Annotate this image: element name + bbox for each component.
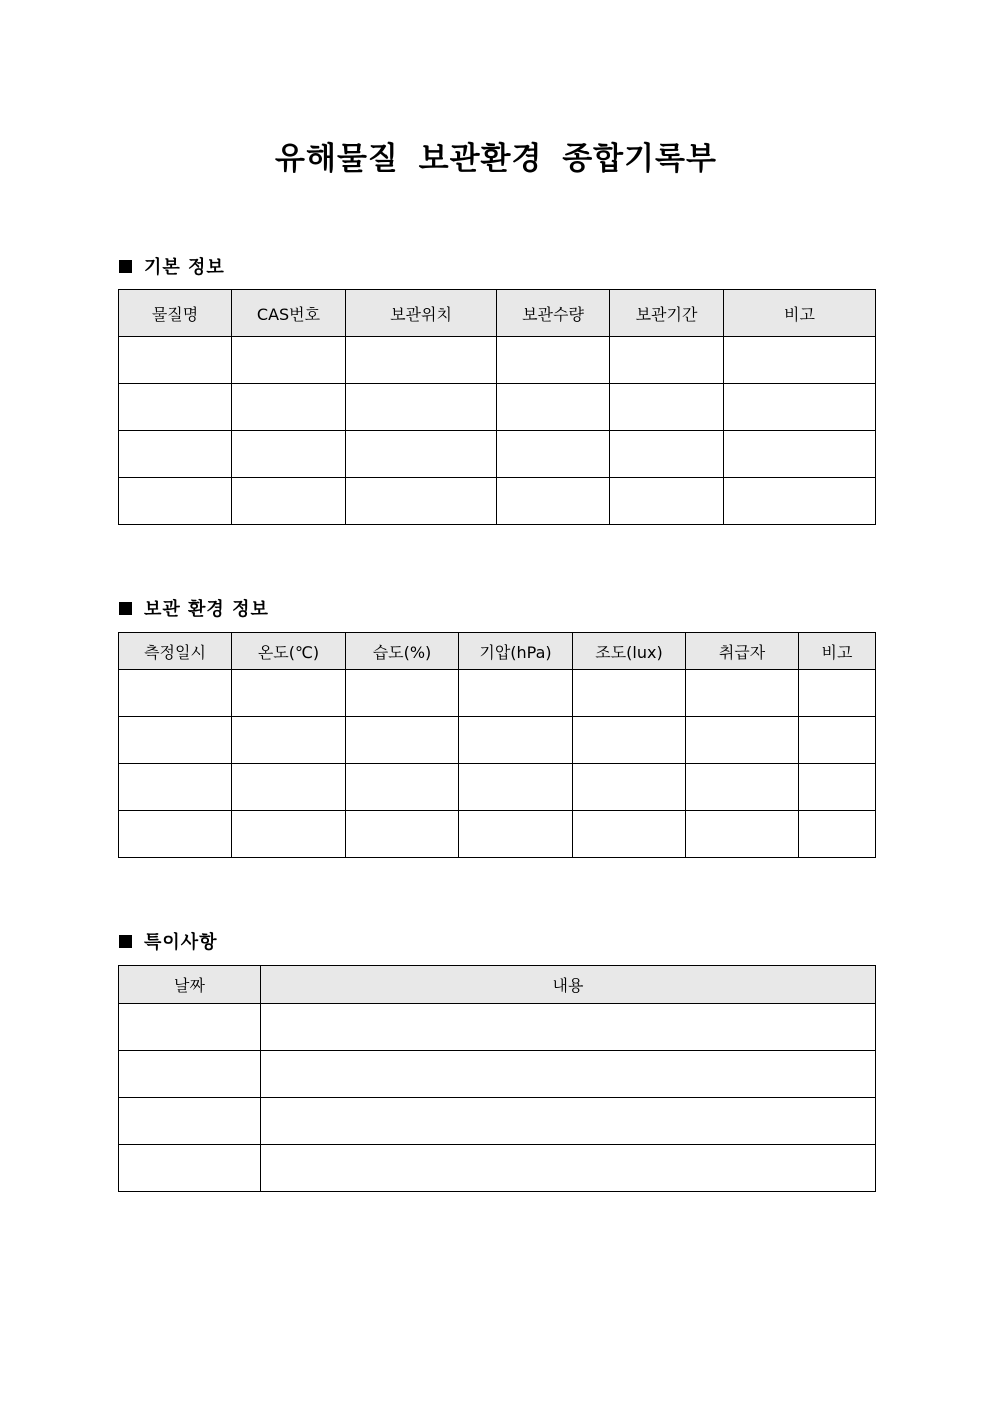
table-cell[interactable] <box>232 811 346 858</box>
column-header: 보관기간 <box>610 290 724 337</box>
table-cell[interactable] <box>261 1051 876 1098</box>
column-header: 기압(hPa) <box>459 633 573 670</box>
table-cell[interactable] <box>261 1145 876 1192</box>
table-row <box>119 1004 876 1051</box>
table-cell[interactable] <box>573 670 686 717</box>
column-header: 비고 <box>724 290 876 337</box>
table-cell[interactable] <box>497 478 610 525</box>
section-heading-basic-label: 기본 정보 <box>144 257 225 278</box>
table-cell[interactable] <box>573 811 686 858</box>
column-header: 취급자 <box>686 633 799 670</box>
table-cell[interactable] <box>261 1098 876 1145</box>
table-header-row <box>119 966 876 1004</box>
table-cell[interactable] <box>119 764 232 811</box>
section-heading-basic <box>119 253 225 279</box>
table-cell[interactable] <box>119 1004 261 1051</box>
table-cell[interactable] <box>686 811 799 858</box>
table-cell[interactable] <box>610 431 724 478</box>
table-cell[interactable] <box>497 431 610 478</box>
page-title: 유해물질 보관환경 종합기록부 <box>275 141 717 177</box>
table-cell[interactable] <box>346 478 497 525</box>
table-cell[interactable] <box>119 811 232 858</box>
column-header: CAS번호 <box>232 290 346 337</box>
table-cell[interactable] <box>724 337 876 384</box>
column-header: 측정일시 <box>119 633 232 670</box>
table-cell[interactable] <box>346 764 459 811</box>
table-cell[interactable] <box>610 384 724 431</box>
column-header: 습도(%) <box>346 633 459 670</box>
section-heading-environment-label: 보관 환경 정보 <box>144 599 269 620</box>
table-cell[interactable] <box>261 1004 876 1051</box>
table-row <box>119 431 876 478</box>
table-cell[interactable] <box>119 431 232 478</box>
table-cell[interactable] <box>119 717 232 764</box>
table-cell[interactable] <box>119 478 232 525</box>
table-cell[interactable] <box>799 717 876 764</box>
column-header: 내용 <box>261 966 876 1004</box>
table-row <box>119 811 876 858</box>
table-cell[interactable] <box>119 337 232 384</box>
section-heading-notes <box>119 928 218 954</box>
square-bullet-icon <box>119 260 132 273</box>
environment-info-table <box>118 632 876 858</box>
table-cell[interactable] <box>459 670 573 717</box>
square-bullet-icon <box>119 935 132 948</box>
table-cell[interactable] <box>119 1145 261 1192</box>
table-cell[interactable] <box>610 478 724 525</box>
table-row <box>119 384 876 431</box>
table-cell[interactable] <box>346 337 497 384</box>
table-cell[interactable] <box>724 384 876 431</box>
notes-table <box>118 965 876 1192</box>
table-cell[interactable] <box>799 670 876 717</box>
table-cell[interactable] <box>232 764 346 811</box>
column-header: 온도(℃) <box>232 633 346 670</box>
table-row <box>119 1051 876 1098</box>
table-cell[interactable] <box>119 1051 261 1098</box>
table-row <box>119 670 876 717</box>
column-header: 조도(lux) <box>573 633 686 670</box>
basic-info-table <box>118 289 876 525</box>
table-cell[interactable] <box>686 764 799 811</box>
table-cell[interactable] <box>346 431 497 478</box>
table-row <box>119 337 876 384</box>
table-row <box>119 478 876 525</box>
table-cell[interactable] <box>573 764 686 811</box>
table-cell[interactable] <box>573 717 686 764</box>
table-cell[interactable] <box>232 717 346 764</box>
column-header: 날짜 <box>119 966 261 1004</box>
table-row <box>119 764 876 811</box>
table-cell[interactable] <box>346 384 497 431</box>
table-header-row <box>119 290 876 337</box>
column-header: 물질명 <box>119 290 232 337</box>
square-bullet-icon <box>119 602 132 615</box>
table-cell[interactable] <box>119 384 232 431</box>
table-cell[interactable] <box>459 764 573 811</box>
table-cell[interactable] <box>232 670 346 717</box>
column-header: 비고 <box>799 633 876 670</box>
table-cell[interactable] <box>459 717 573 764</box>
table-cell[interactable] <box>119 670 232 717</box>
table-cell[interactable] <box>497 337 610 384</box>
table-row <box>119 1145 876 1192</box>
table-cell[interactable] <box>724 478 876 525</box>
table-header-row <box>119 633 876 670</box>
table-cell[interactable] <box>232 384 346 431</box>
column-header: 보관수량 <box>497 290 610 337</box>
table-cell[interactable] <box>119 1098 261 1145</box>
table-cell[interactable] <box>459 811 573 858</box>
table-row <box>119 717 876 764</box>
table-cell[interactable] <box>724 431 876 478</box>
table-cell[interactable] <box>232 337 346 384</box>
table-cell[interactable] <box>686 717 799 764</box>
table-cell[interactable] <box>232 431 346 478</box>
section-heading-environment <box>119 595 269 621</box>
table-cell[interactable] <box>232 478 346 525</box>
section-heading-notes-label: 특이사항 <box>144 932 218 953</box>
table-cell[interactable] <box>346 811 459 858</box>
table-cell[interactable] <box>686 670 799 717</box>
table-cell[interactable] <box>346 670 459 717</box>
table-cell[interactable] <box>799 811 876 858</box>
column-header: 보관위치 <box>346 290 497 337</box>
table-cell[interactable] <box>610 337 724 384</box>
table-row <box>119 1098 876 1145</box>
table-cell[interactable] <box>346 717 459 764</box>
table-cell[interactable] <box>799 764 876 811</box>
table-cell[interactable] <box>497 384 610 431</box>
